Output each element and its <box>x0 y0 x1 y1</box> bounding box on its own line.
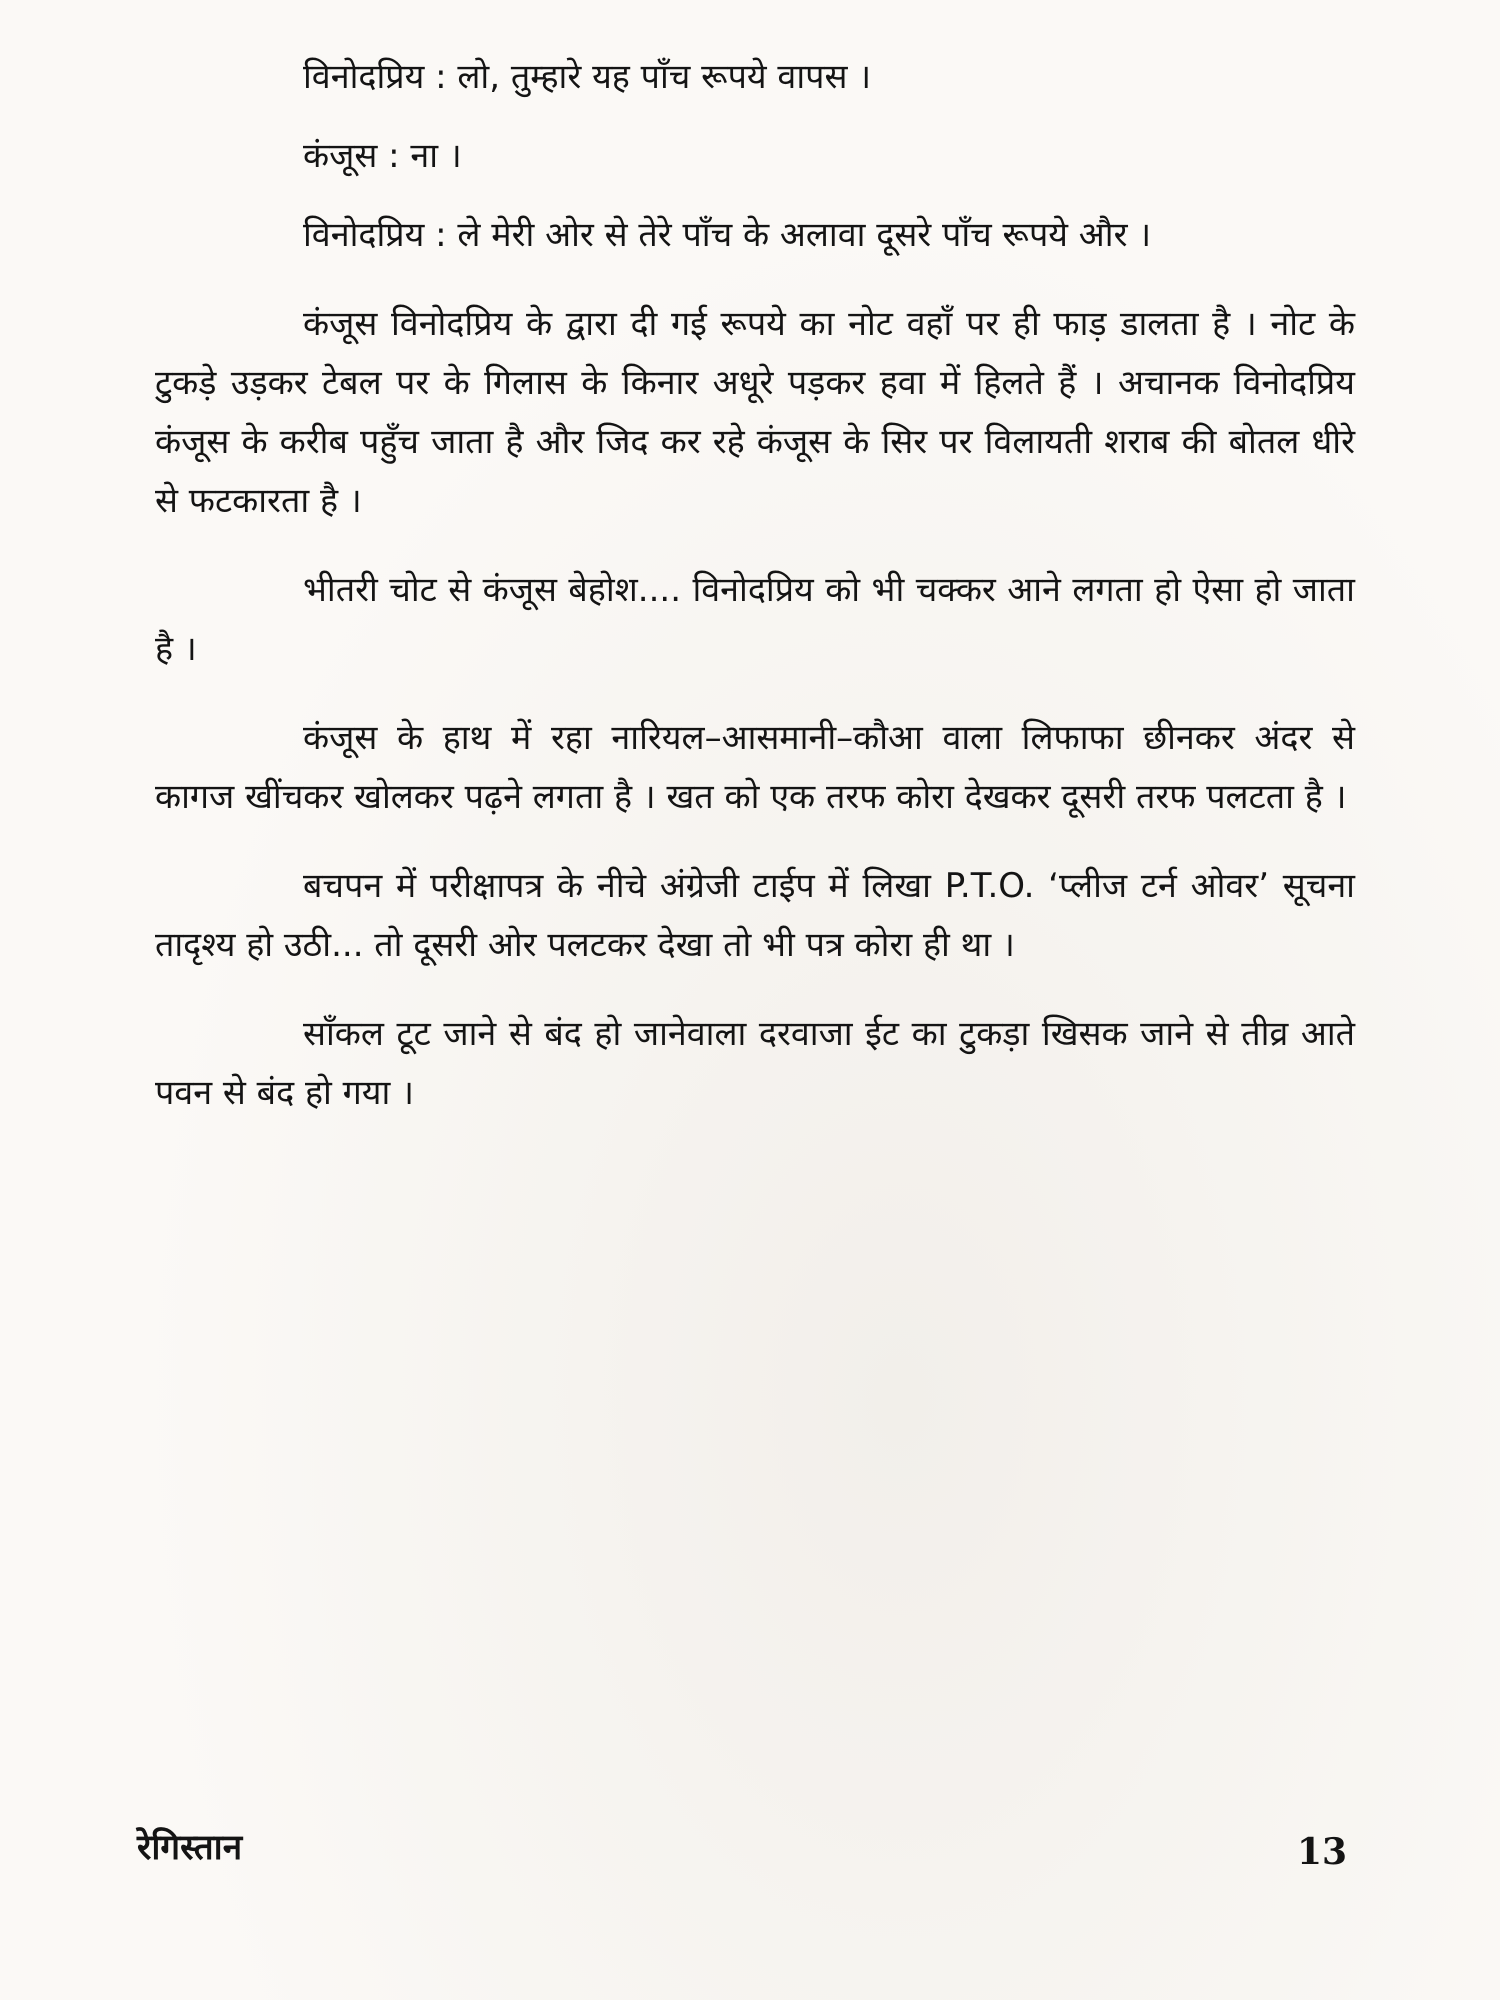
dialogue-line: विनोदप्रिय : लो, तुम्हारे यह पाँच रूपये वापस । <box>303 57 872 97</box>
page-body <box>155 48 1355 1143</box>
book-title-footer: रेगिस्तान <box>137 1828 243 1868</box>
dialogue-line: कंजूस : ना । <box>303 136 462 176</box>
paragraph: भीतरी चोट से कंजूस बेहोश.... विनोदप्रिय को भी चक्कर आने लगता हो ऐसा हो जाता है । <box>155 570 1355 669</box>
paragraph: बचपन में परीक्षापत्र के नीचे अंग्रेजी टाईप में लिखा P.T.O. ‘प्लीज टर्न ओवर’ सूचना तादृश्य हो उठी... तो दूसरी ओर पलटकर देखा तो भी पत्र कोरा ही था । <box>155 866 1355 965</box>
paragraph: साँकल टूट जाने से बंद हो जानेवाला दरवाजा ईट का टुकड़ा खिसक जाने से तीव्र आते पवन से बंद हो गया । <box>155 1014 1355 1113</box>
page-number: 13 <box>1297 1831 1348 1873</box>
paragraph: कंजूस के हाथ में रहा नारियल–आसमानी–कौआ वाला लिफाफा छीनकर अंदर से कागज खींचकर खोलकर पढ़ने लगता है । खत को एक तरफ कोरा देखकर दूसरी तरफ पलटता है । <box>155 718 1355 817</box>
paragraph: कंजूस विनोदप्रिय के द्वारा दी गई रूपये का नोट वहाँ पर ही फाड़ डालता है । नोट के टुकड़े उड़कर टेबल पर के गिलास के किनार अधूरे पड़कर हवा में हिलते हैं । अचानक विनोदप्रिय कंजूस के करीब पहुँच जाता है और जिद कर रहे कंजूस के सिर पर विलायती शराब की बोतल धीरे से फटकारता है । <box>155 304 1355 521</box>
dialogue-line: विनोदप्रिय : ले मेरी ओर से तेरे पाँच के अलावा दूसरे पाँच रूपये और । <box>303 215 1152 255</box>
